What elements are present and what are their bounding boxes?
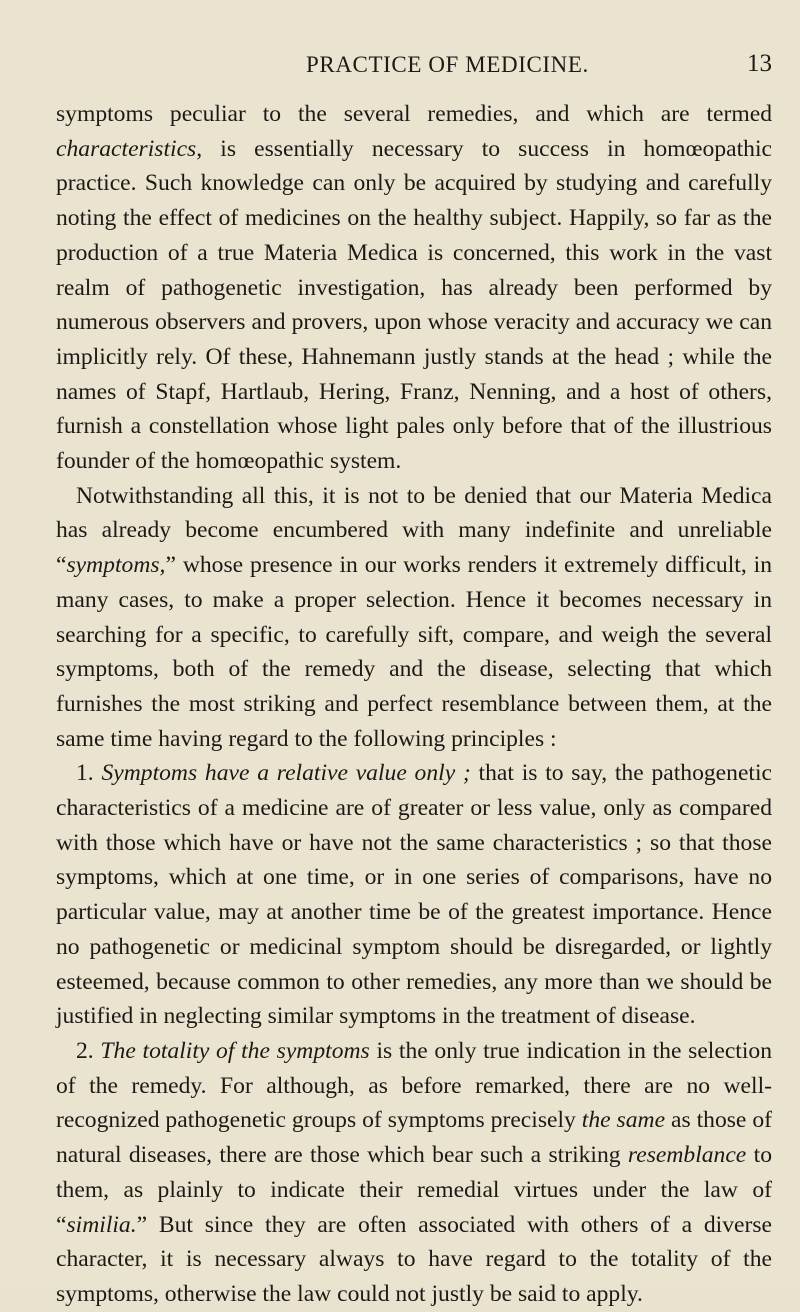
item-number: 1. [76, 760, 102, 787]
text-run: ” But since they are often associated with others of a diverse character, it is necessary always to have regard to the totality of the symptoms, otherwise the law could not justly be said to apply. [56, 1211, 772, 1307]
paragraph-continuation [56, 97, 772, 479]
principle-heading: The totality of the symptoms [100, 1037, 370, 1064]
text-run: as those of natural diseases, there are those which bear such a striking [56, 1107, 773, 1169]
emphasis-resemblance: resemblance [627, 1142, 747, 1169]
text-run: is the only true indication in the selection of the remedy. For although, as before remarked, there are no well-recognized pathogenetic groups of symptoms precisely [56, 1037, 772, 1134]
principle-2 [56, 1034, 772, 1312]
principle-1 [56, 756, 772, 1034]
text-run: , is essentially necessary to success in homœopathic practice. Such knowledge can only be acquired by studying and carefully noting the effect of medicines on the healthy subject. Happily, so far as the production of a true Materia Medica is concerned, this work in the vast realm of pathogenetic investigation, has already been performed by numerous observers and provers, upon whose veracity and accuracy we can implicitly rely. Of these, Hahnemann justly stands at the head ; while the names of Stapf, Hartlaub, Hering, Franz, Nenning, and a host of others, furnish a constellation whose light pales only before that of the illustrious founder of the homœopathic system. [56, 135, 772, 475]
text-run: to them, as plainly to indicate their remedial virtues under the law of “ [56, 1142, 772, 1238]
text-run: Notwithstanding all this, it is not to be denied that our Materia Medica has already become encumbered with many indefinite and unreliable “ [56, 482, 772, 579]
emphasis-the-same: the same [581, 1107, 666, 1134]
text-run: ” whose presence in our works renders it extremely difficult, in many cases, to make a proper selection. Hence it becomes necessary in searching for a specific, to carefully sift, compare, and weigh the several symptoms, both of the remedy and the disease, selecting that which furnishes the most striking and perfect resemblance between them, at the same time having regard to the following principles : [56, 552, 772, 752]
emphasis-symptoms: symptoms, [66, 552, 166, 579]
text-run: that is to say, the pathogenetic characteristics of a medicine are of greater or less value, only as compared with those which have or have not the same characteristics ; so that those symptoms, which at one time, or in one series of comparisons, have no particular value, may at another time be of the greatest importance. Hence no pathogenetic or medicinal symptom should be disregarded, or lightly esteemed, because common to other remedies, any more than we should be justified in neglecting similar symptoms in the treatment of disease. [56, 760, 772, 1030]
item-number: 2. [76, 1037, 101, 1064]
body-text [56, 97, 772, 1312]
page-number: 13 [747, 50, 772, 77]
text-run: symptoms peculiar to the several remedies, and which are termed [56, 101, 772, 127]
running-head [56, 52, 772, 82]
paragraph-materia-medica [56, 479, 772, 757]
emphasis-similia: similia. [66, 1211, 137, 1238]
running-title: PRACTICE OF MEDICINE. [306, 52, 589, 77]
emphasis-characteristics: characteristics [56, 135, 197, 162]
principle-heading: Symptoms have a relative value only ; [101, 760, 471, 787]
